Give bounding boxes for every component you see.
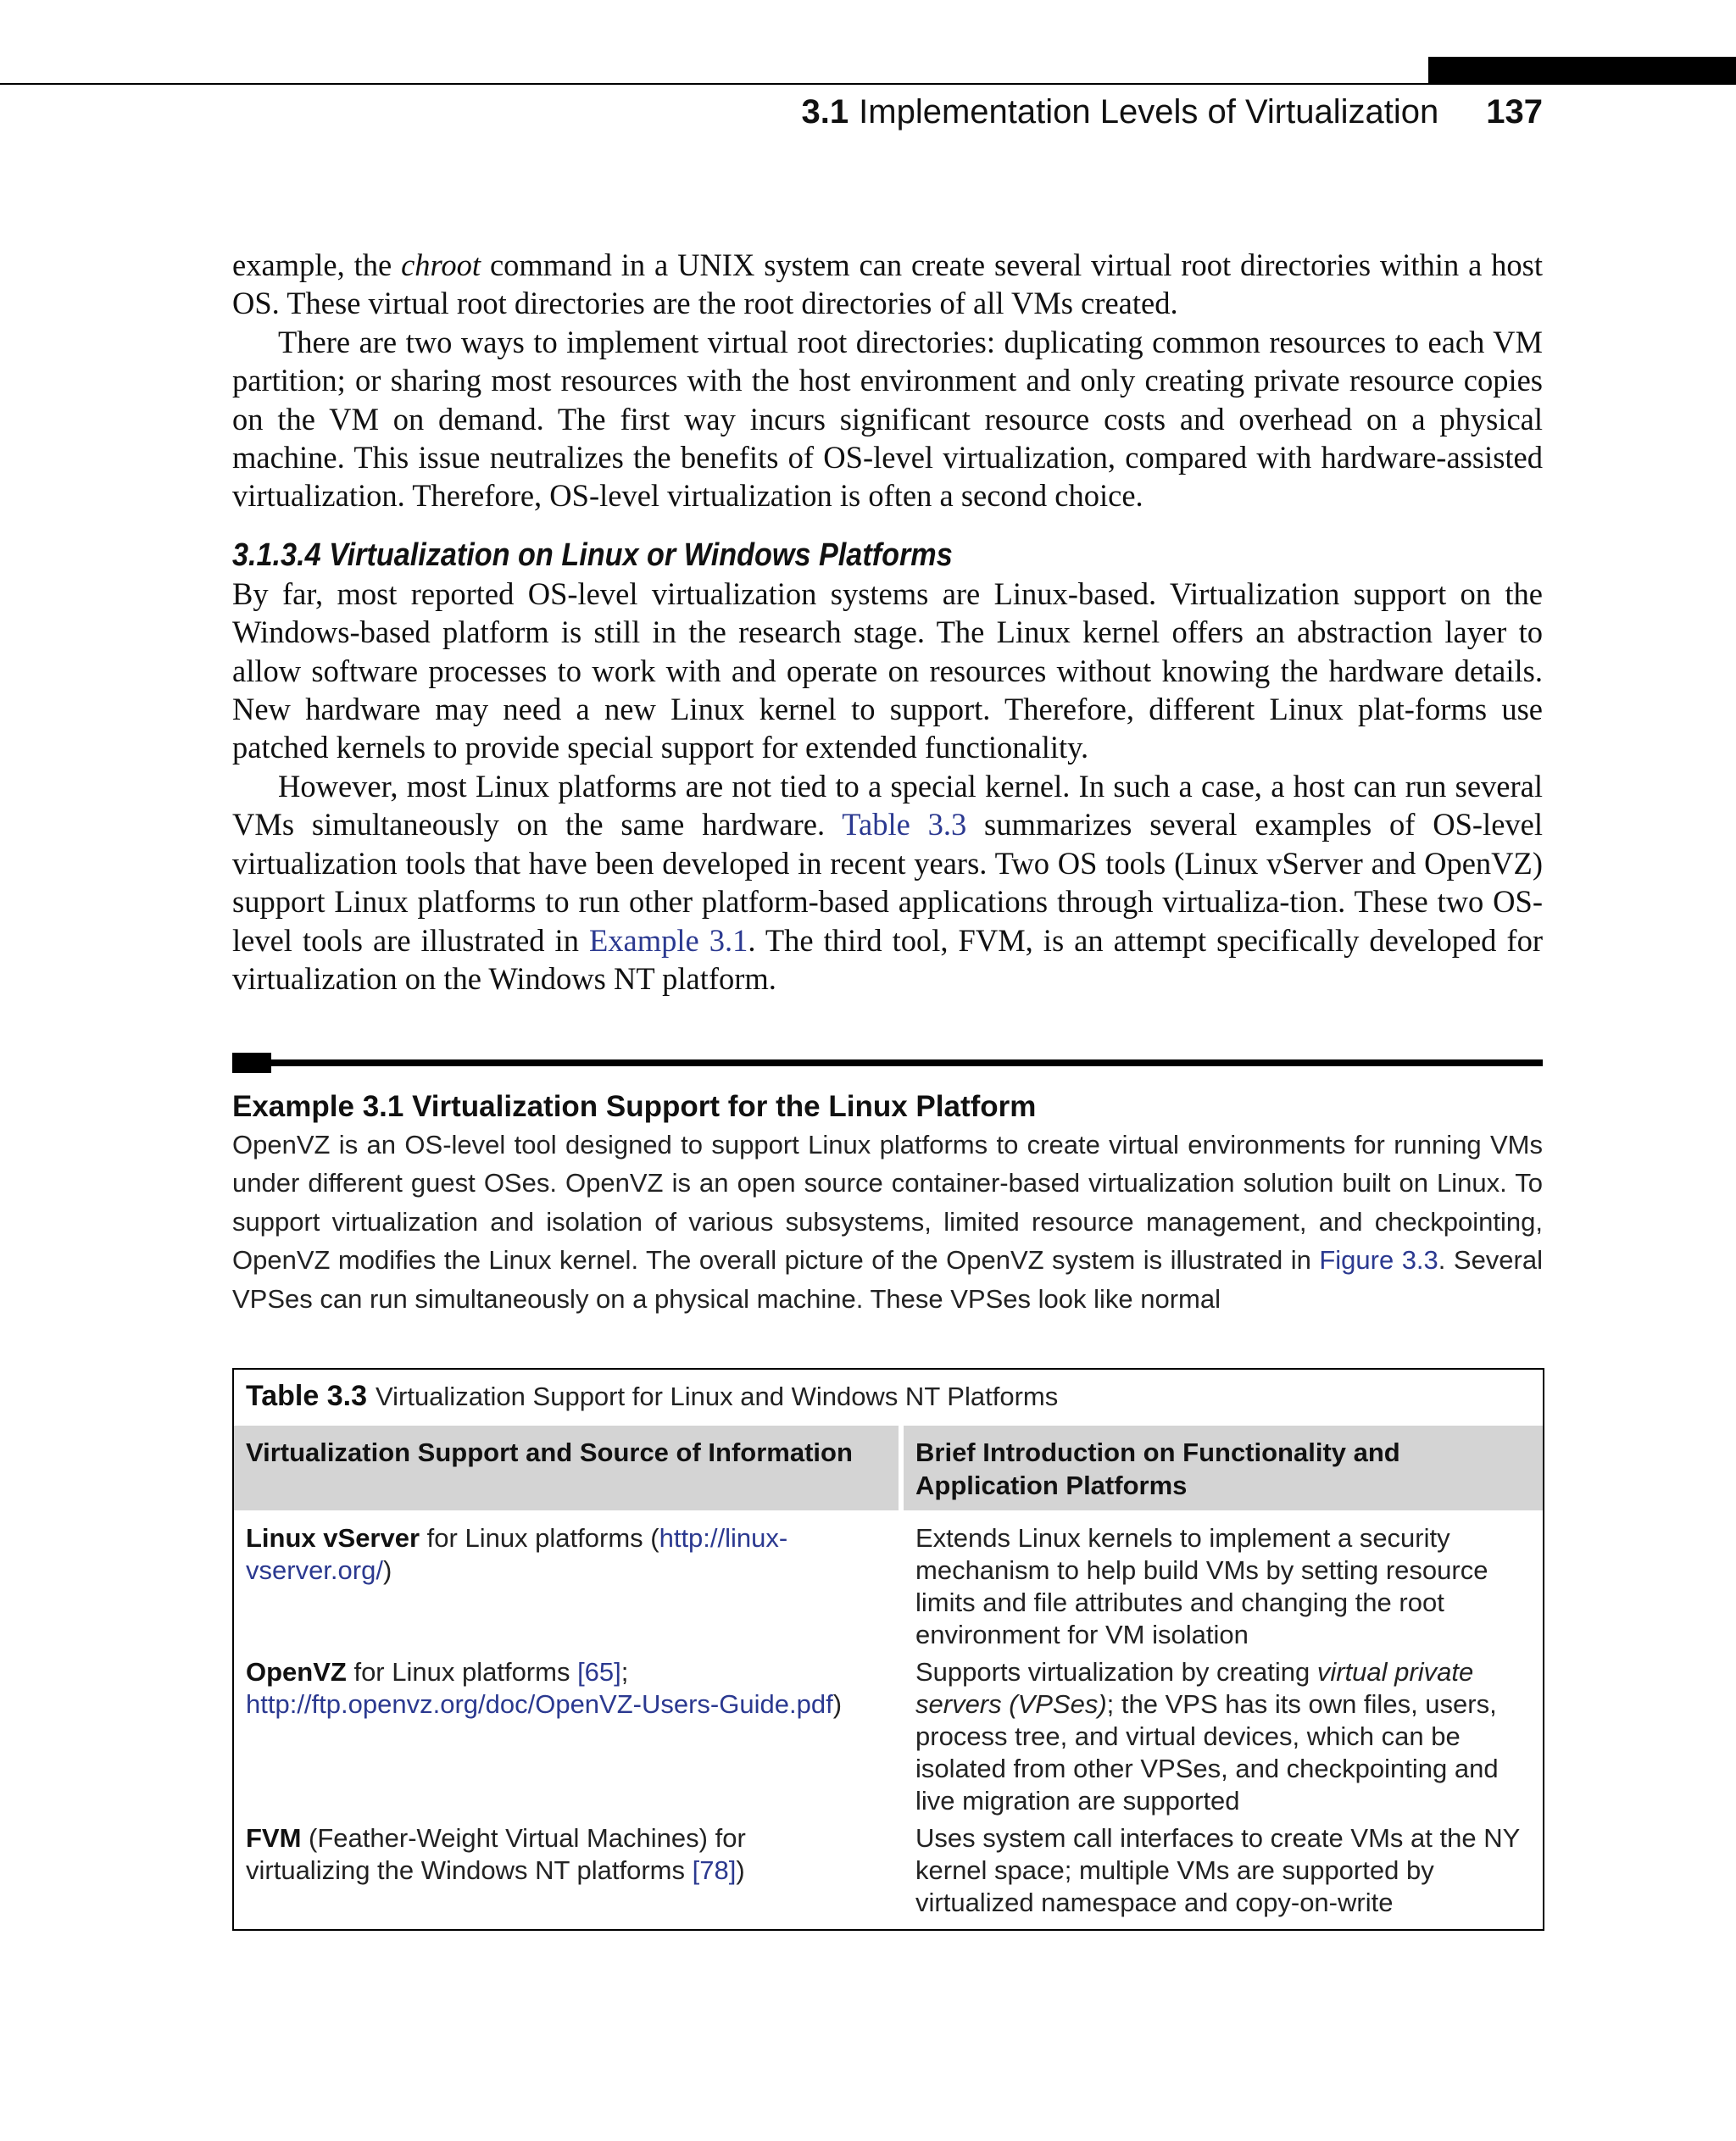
table-title: Virtualization Support for Linux and Windows NT Platforms: [376, 1382, 1059, 1411]
example-title: Example 3.1 Virtualization Support for the Linux Platform: [232, 1090, 1037, 1123]
section-number: 3.1: [801, 93, 849, 131]
table-caption: [246, 1380, 1058, 1413]
table-reference-link[interactable]: Table 3.3: [842, 807, 967, 842]
table-row-1-source: [246, 1522, 873, 1587]
citation-link[interactable]: [65]: [577, 1657, 621, 1687]
text-run: Supports virtualization by creating: [915, 1657, 1317, 1687]
text-run: ): [382, 1555, 392, 1585]
example-reference-link[interactable]: Example 3.1: [588, 922, 748, 958]
text-run: ;: [620, 1657, 629, 1687]
paragraph-2: There are two ways to implement virtual root directories: duplicating common resources to each VM partition; or sharing most resources with the host environment and only creating private resource copies on the VM on demand. The first way incurs significant resource costs and overhead on a physical machine. This issue neutralizes the benefits of OS-level virtualization, compared with hardware-assisted virtualization. Therefore, OS-level virtualization is often a second choice.: [232, 324, 1543, 514]
table-3-3: [232, 1368, 1544, 1931]
running-head: [802, 93, 1543, 131]
text-run: example, the: [232, 247, 402, 282]
tool-name: OpenVZ: [246, 1657, 347, 1687]
text-run: for Linux platforms (: [420, 1523, 659, 1553]
tool-name: FVM: [246, 1823, 302, 1853]
text-run: . The third tool, FVM, is an attempt specifically developed for virtualization on the Windows NT platform.: [232, 922, 1543, 996]
figure-reference-link[interactable]: Figure 3.3: [1319, 1245, 1438, 1276]
column-header-source: Virtualization Support and Source of Information: [234, 1426, 899, 1510]
example-rule: [232, 1059, 1543, 1066]
text-run: However, most Linux platforms are not tied to a special kernel. In such a case, a host can run several VMs simultaneously on the same hardware.: [232, 768, 1543, 842]
text-run: ): [832, 1689, 843, 1719]
text-run: ; the VPS has its own files, users, process tree, and virtual devices, which can be isolated from other VPSes, and checkpointing and live migration are supported: [915, 1689, 1499, 1816]
example-text: [232, 1126, 1543, 1318]
text-run: OpenVZ is an OS-level tool designed to support Linux platforms to create virtual environments for running VMs under different guest OSes. OpenVZ is an open source container-based virtualization solution built on Linux. To support virtualization and isolation of various subsystems, limited resource management, and checkpointing, OpenVZ modifies the Linux kernel. The overall picture of the OpenVZ system is illustrated in: [232, 1130, 1543, 1276]
table-row-3-description: Uses system call interfaces to create VMs at the NY kernel space; multiple VMs are supported by virtualized namespace and copy-on-write: [915, 1823, 1520, 1917]
text-run: ): [736, 1855, 745, 1885]
table-header: [234, 1426, 1543, 1510]
table-row-3-source: [246, 1822, 873, 1887]
text-run: (Feather-Weight Virtual Machines) for virtualizing the Windows NT platforms: [246, 1823, 746, 1885]
tool-name: Linux vServer: [246, 1523, 420, 1553]
text-run: for Linux platforms: [346, 1657, 578, 1687]
paragraph-3: By far, most reported OS-level virtualization systems are Linux-based. Virtualization support on the Windows-based platform is still in the research stage. The Linux kernel offers an abstraction layer to allow software processes to work with and operate on resources without knowing the hardware details. New hardware may need a new Linux kernel to support. Therefore, different Linux plat-forms use patched kernels to provide special support for extended functionality.: [232, 576, 1543, 765]
table-row-2-description: [915, 1656, 1534, 1817]
url-link[interactable]: http://linux-vserver.org/: [246, 1523, 788, 1585]
text-run: command in a UNIX system can create several virtual root directories within a host OS. These virtual root directories are the root directories of all VMs created.: [232, 247, 1543, 321]
text-run: . Several VPSes can run simultaneously on a physical machine. These VPSes look like normal: [232, 1245, 1544, 1314]
example-rule-marker: [232, 1053, 271, 1073]
table-row-2-source: [246, 1656, 873, 1721]
emphasis-term: virtual private servers (VPSes): [915, 1657, 1474, 1719]
header-rule: [0, 83, 1736, 85]
body-text: [232, 246, 1543, 998]
column-header-functionality: Brief Introduction on Functionality and Application Platforms: [904, 1426, 1543, 1510]
url-link[interactable]: http://ftp.openvz.org/doc/OpenVZ-Users-Guide.pdf: [246, 1689, 833, 1719]
page-number: 137: [1486, 93, 1543, 131]
header-decor-block: [1428, 57, 1736, 84]
example-box: [232, 1088, 1543, 1318]
paragraph-1: [232, 246, 1543, 323]
text-run: summarizes several examples of OS-level virtualization tools that have been developed in recent years. Two OS tools (Linux vServer and OpenVZ) support Linux platforms to run other platform-based applications through virtualiza-tion. These two OS-level tools are illustrated in: [232, 807, 1543, 958]
subsection-heading: 3.1.3.4 Virtualization on Linux or Windows Platforms: [232, 537, 953, 573]
table-row-1-description: Extends Linux kernels to implement a security mechanism to help build VMs by setting resource limits and file attributes and changing the root environment for VM isolation: [915, 1523, 1488, 1649]
table-number: Table 3.3: [246, 1380, 367, 1412]
paragraph-4: [232, 767, 1543, 998]
command-name: chroot: [401, 247, 481, 282]
section-title: Implementation Levels of Virtualization: [859, 93, 1439, 131]
citation-link[interactable]: [78]: [692, 1855, 737, 1885]
